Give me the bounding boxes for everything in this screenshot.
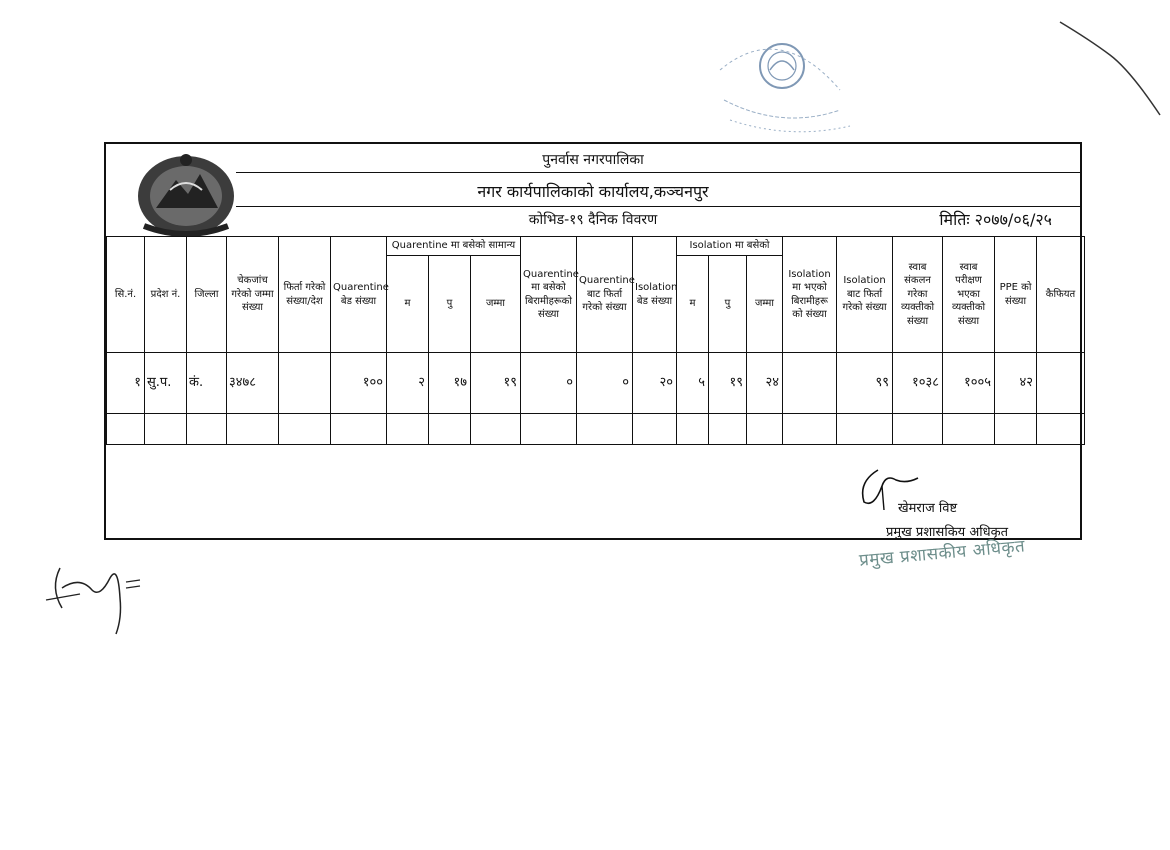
col-returned-from: फिर्ता गरेको संख्या/देश (279, 237, 331, 353)
col-remarks: कैफियत (1037, 237, 1085, 353)
pen-stroke-mark (1050, 20, 1170, 120)
covid-report-form (104, 142, 1082, 540)
cell-province: सु.प. (145, 353, 187, 414)
col-swab-tested: स्वाब परीक्षण भएका व्यक्तीको संख्या (943, 237, 995, 353)
cell-isolation-beds: २० (633, 353, 677, 414)
cell-quarantine-returned: ० (577, 353, 633, 414)
col-district: जिल्ला (187, 237, 227, 353)
cell-quarantine-beds: १०० (331, 353, 387, 414)
cell-sn: १ (107, 353, 145, 414)
report-date: मितिः २०७७/०६/२५ (939, 210, 1052, 229)
col-swab-collected: स्वाब संकलन गरेका व्यक्तीको संख्या (893, 237, 943, 353)
cell-i-total: २४ (747, 353, 783, 414)
signature-block (856, 462, 1076, 542)
col-i-total: जम्मा (747, 256, 783, 353)
col-q-female: म (387, 256, 429, 353)
cell-quarantine-patients: ० (521, 353, 577, 414)
cell-remarks (1037, 353, 1085, 414)
cell-i-male: १९ (709, 353, 747, 414)
cell-swab-tested: १००५ (943, 353, 995, 414)
cell-q-total: १९ (471, 353, 521, 414)
col-ppe-count: PPE को संख्या (995, 237, 1037, 353)
col-quarantine-group: Quarentine मा बसेको सामान्य (387, 237, 521, 256)
cell-q-male: १७ (429, 353, 471, 414)
col-quarantine-returned: Quarentine बाट फिर्ता गरेको संख्या (577, 237, 633, 353)
header-divider (236, 172, 1080, 173)
initial-signature (40, 548, 150, 638)
cell-swab-collected: १०३८ (893, 353, 943, 414)
col-isolation-patients: Isolation मा भएको बिरामीहरू को संख्या (783, 237, 837, 353)
office-name: नगर कार्यपालिकाको कार्यालय,कञ्चनपुर (477, 182, 709, 201)
table-row (107, 414, 1085, 445)
col-checked-total: चेकजांच गरेको जम्मा संख्या (227, 237, 279, 353)
col-isolation-beds: Isolation बेड संख्या (633, 237, 677, 353)
header-divider (236, 206, 1080, 207)
cell-checked-total: ३४७८ (227, 353, 279, 414)
signatory-title: प्रमुख प्रशासकिय अधिकृत (886, 525, 1009, 540)
cell-returned-from (279, 353, 331, 414)
designation-stamp: प्रमुख प्रशासकीय अधिकृत (858, 536, 1026, 571)
col-quarantine-beds: Quarentine बेड संख्या (331, 237, 387, 353)
signatory-name: खेमराज विष्ट (898, 501, 958, 516)
cell-ppe-count: ४२ (995, 353, 1037, 414)
report-title: कोभिड-१९ दैनिक विवरण (528, 212, 658, 228)
col-province: प्रदेश नं. (145, 237, 187, 353)
col-sn: सि.नं. (107, 237, 145, 353)
cell-q-female: २ (387, 353, 429, 414)
cell-i-female: ५ (677, 353, 709, 414)
col-quarantine-patients: Quarentine मा बसेको बिरामीहरूको संख्या (521, 237, 577, 353)
col-q-total: जम्मा (471, 256, 521, 353)
col-isolation-group: Isolation मा बसेको (677, 237, 783, 256)
col-i-male: पु (709, 256, 747, 353)
report-table (106, 236, 1085, 445)
col-i-female: म (677, 256, 709, 353)
municipality-seal (700, 30, 860, 140)
table-row (107, 353, 1085, 414)
cell-isolation-patients (783, 353, 837, 414)
cell-district: कं. (187, 353, 227, 414)
col-isolation-returned: Isolation बाट फिर्ता गरेको संख्या (837, 237, 893, 353)
cell-isolation-returned: ९९ (837, 353, 893, 414)
col-q-male: पु (429, 256, 471, 353)
municipality-name: पुनर्वास नगरपालिका (542, 152, 644, 168)
